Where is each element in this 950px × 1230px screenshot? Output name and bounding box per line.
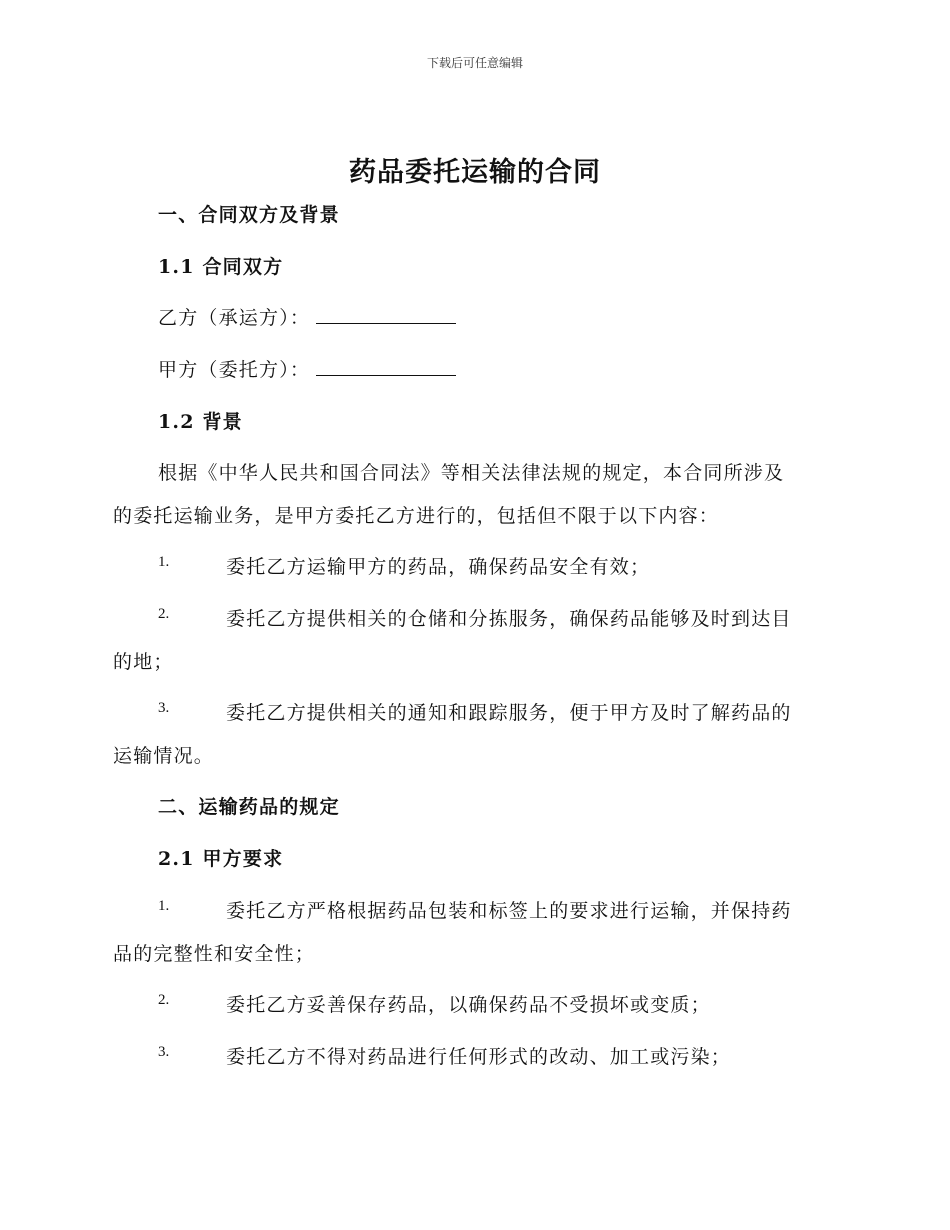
document-title: 药品委托运输的合同 xyxy=(349,157,601,188)
party-a-line xyxy=(158,355,456,382)
list-item-text: 委托乙方提供相关的通知和跟踪服务，便于甲方及时了解药品的 xyxy=(226,702,792,724)
list-item-text: 委托乙方妥善保存药品，以确保药品不受损坏或变质； xyxy=(226,994,711,1016)
list-item-number: 2. xyxy=(158,606,170,622)
list-item-number: 1. xyxy=(158,554,170,570)
party-a-blank xyxy=(316,357,456,376)
header-note: 下载后可任意编辑 xyxy=(426,56,523,70)
subsection-2-1-heading: 2.1 甲方要求 xyxy=(158,848,284,870)
party-b-blank xyxy=(316,305,456,324)
list-item-number: 2. xyxy=(158,992,170,1008)
party-b-line xyxy=(158,303,456,330)
list-item-number: 3. xyxy=(158,1044,170,1060)
subsection-1-2-heading: 1.2 背景 xyxy=(158,411,243,433)
party-a-label: 甲方（委托方）： xyxy=(158,359,311,381)
background-para-line-1: 根据《中华人民共和国合同法》等相关法律法规的规定，本合同所涉及 xyxy=(158,462,785,484)
list-item-text-continuation: 品的完整性和安全性； xyxy=(113,943,316,965)
list-item-text: 委托乙方运输甲方的药品，确保药品安全有效； xyxy=(226,556,651,578)
list-item-text: 委托乙方提供相关的仓储和分拣服务，确保药品能够及时到达目 xyxy=(226,608,792,630)
list-item-text-continuation: 的地； xyxy=(113,651,174,673)
section-2-heading: 二、运输药品的规定 xyxy=(158,796,340,818)
list-item-number: 1. xyxy=(158,898,170,914)
list-item-number: 3. xyxy=(158,700,170,716)
subsection-1-1-heading: 1.1 合同双方 xyxy=(158,256,284,278)
party-b-label: 乙方（承运方）： xyxy=(158,307,311,329)
list-item-text: 委托乙方不得对药品进行任何形式的改动、加工或污染； xyxy=(226,1046,732,1068)
section-1-heading: 一、合同双方及背景 xyxy=(158,204,340,226)
list-item-text-continuation: 运输情况。 xyxy=(113,745,215,767)
list-item-text: 委托乙方严格根据药品包装和标签上的要求进行运输，并保持药 xyxy=(226,900,792,922)
background-para-line-2: 的委托运输业务，是甲方委托乙方进行的，包括但不限于以下内容： xyxy=(113,505,720,527)
